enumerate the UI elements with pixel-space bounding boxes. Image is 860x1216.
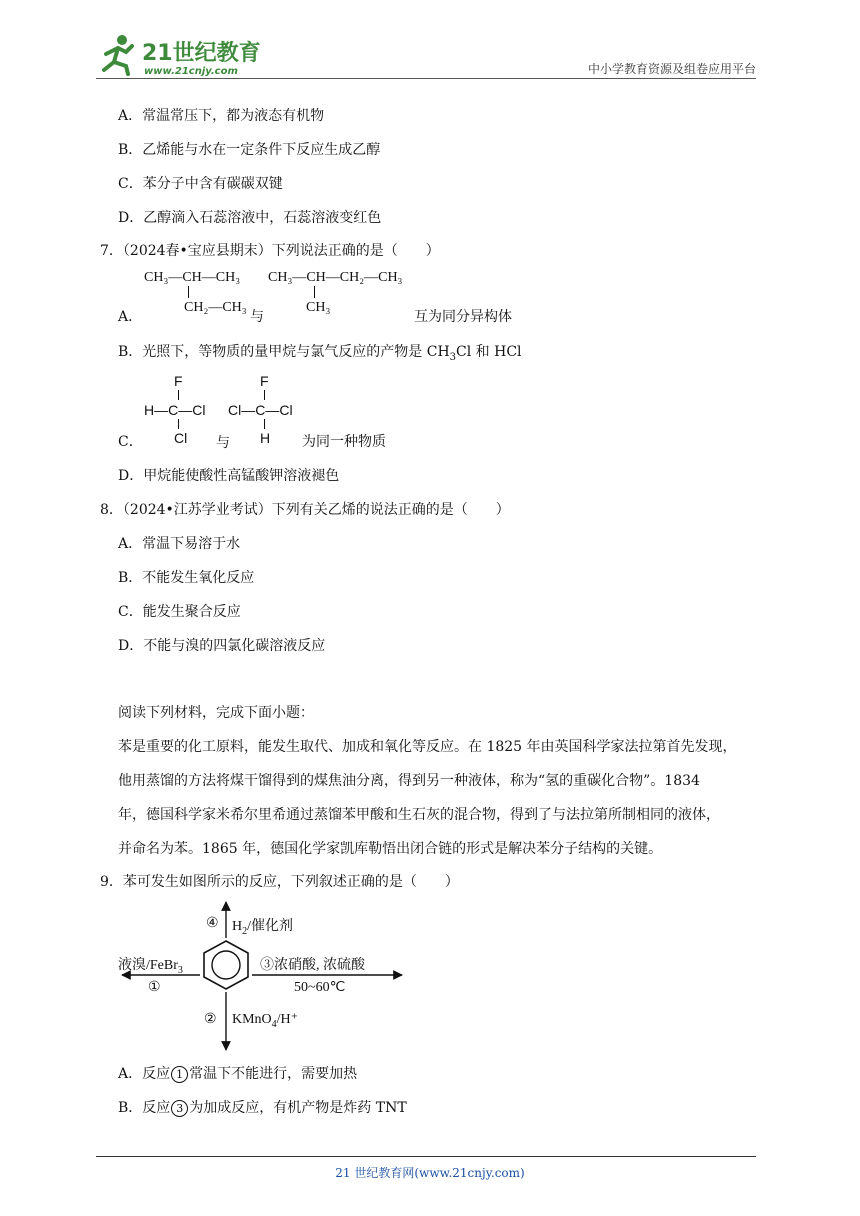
- r1-sub: 3: [177, 964, 183, 976]
- q8-option-a: A．常温下易溶于水: [118, 536, 241, 552]
- q7-option-a-formula: [140, 270, 420, 326]
- molecule-2-main-chain: CH₃—CH—CH₂—CH₃: [268, 270, 403, 285]
- reading-line-2: 他用蒸馏的方法将煤干馏得到的煤焦油分离，得到另一种液体，称为“氢的重碳化合物”。1834: [118, 773, 700, 789]
- q7-option-d: D．甲烷能使酸性高锰酸钾溶液褪色: [118, 468, 340, 484]
- q6-option-c: C．苯分子中含有碳碳双键: [118, 176, 283, 192]
- q8-option-b: B．不能发生氧化反应: [118, 570, 255, 586]
- r1-text: 液溴/FeBr: [118, 958, 178, 973]
- q6-option-b: B．乙烯能与水在一定条件下反应生成乙醇: [118, 142, 381, 158]
- q9-a-pre: A．反应: [118, 1066, 171, 1082]
- reaction-3-condition: 50~60℃: [294, 980, 346, 995]
- q9-stem: 9．苯可发生如图所示的反应，下列叙述正确的是（ ）: [100, 874, 459, 890]
- reaction-4-label: [206, 915, 219, 932]
- c-mol2-bottom: H: [260, 430, 271, 446]
- logo-title: 21世纪教育: [142, 41, 261, 66]
- c-mol1-top: F: [174, 373, 183, 389]
- r2-rest: /H⁺: [276, 1012, 299, 1027]
- footer-divider: [96, 1156, 756, 1157]
- molecule-1-branch: CH₂—CH₃: [184, 300, 247, 315]
- c-mol2-top: F: [260, 373, 269, 389]
- reaction-1-reagent: [118, 954, 183, 976]
- q8-option-c: C．能发生聚合反应: [118, 604, 241, 620]
- reading-line-4: 并命名为苯。1865 年，德国化学家凯库勒悟出闭合链的形式是解决苯分子结构的关键。: [118, 841, 663, 857]
- connector-with: 与: [250, 310, 264, 325]
- q9-a-post: 常温下不能进行，需要加热: [189, 1066, 358, 1082]
- platform-label: 中小学教育资源及组卷应用平台: [587, 62, 756, 76]
- q7-option-b: [118, 342, 522, 368]
- r2-sub: 4: [271, 1018, 277, 1030]
- reaction-3-reagent: ③浓硝酸, 浓硫酸: [260, 958, 365, 973]
- c-mol2-bond-bottom: [264, 419, 265, 429]
- circled-number-1: 1: [171, 1066, 188, 1083]
- logo: [96, 32, 266, 78]
- molecule-1-main-chain: CH₃—CH—CH₃: [144, 270, 241, 285]
- r2-text: KMnO: [232, 1012, 272, 1027]
- r4-sub: 2: [242, 925, 248, 937]
- q9-option-a: [118, 1064, 357, 1084]
- logo-url: www.21cnjy.com: [144, 66, 238, 77]
- reading-intro: 阅读下列材料，完成下面小题：: [118, 705, 314, 721]
- q7-option-c-label: C．: [118, 434, 143, 450]
- c-mol1-bond-top: [178, 390, 179, 400]
- q7-option-b-sub: 3: [449, 351, 457, 363]
- q7-option-c-formula: [140, 373, 320, 451]
- r4-rest: /催化剂: [247, 919, 294, 934]
- circled-number-3: 3: [171, 1100, 188, 1117]
- molecule-1-bond: [188, 286, 189, 298]
- footer-text: 21 世纪教育网(www.21cnjy.com): [335, 1166, 525, 1180]
- page-header: [0, 0, 860, 80]
- r4-h: H: [232, 919, 243, 934]
- c-mol1-center: H—C—Cl: [144, 402, 206, 418]
- q7-option-a-text: 互为同分异构体: [414, 309, 512, 325]
- reaction-1-number: ①: [148, 980, 161, 995]
- c-mol2-center: Cl—C—Cl: [228, 402, 293, 418]
- reading-line-1: 苯是重要的化工原料，能发生取代、加成和氧化等反应。在 1825 年由英国科学家法拉第首先发现，: [118, 739, 737, 755]
- q7-option-a-label: A．: [118, 309, 143, 325]
- reaction-2-number: ②: [204, 1012, 217, 1027]
- q9-b-post: 为加成反应，有机产物是炸药 TNT: [189, 1100, 407, 1116]
- q9-b-pre: B．反应: [118, 1100, 171, 1116]
- reading-line-3: 年，德国科学家米希尔里希通过蒸馏苯甲酸和生石灰的混合物，得到了与法拉第所制相同的液体，: [118, 807, 720, 823]
- q9-option-b: [118, 1098, 407, 1118]
- q8-option-d: D．不能与溴的四氯化碳溶液反应: [118, 638, 326, 654]
- c-mol1-bottom: Cl: [174, 430, 188, 446]
- q7-option-c-text: 为同一种物质: [302, 434, 386, 450]
- header-divider: [96, 78, 756, 79]
- benzene-ring-icon: [204, 941, 248, 989]
- c-mol2-bond-top: [264, 390, 265, 400]
- q7-option-b-prefix: B．光照下，等物质的量甲烷与氯气反应的产物是 CH: [118, 344, 450, 360]
- q7-stem: 7．（2024春•宝应县期末）下列说法正确的是（ ）: [100, 243, 440, 259]
- q6-option-d: D．乙醇滴入石蕊溶液中，石蕊溶液变红色: [118, 210, 382, 226]
- molecule-2-branch: CH₃: [306, 300, 331, 315]
- molecule-2-bond: [314, 286, 315, 298]
- q7-option-b-suffix: Cl 和 HCl: [456, 344, 522, 360]
- c-mol1-bond-bottom: [178, 419, 179, 429]
- reaction-2-reagent: [232, 1011, 298, 1030]
- benzene-reaction-diagram: [118, 896, 408, 1054]
- runner-icon: [104, 35, 132, 74]
- c-connector-with: 与: [216, 436, 230, 451]
- reaction-4-number: ④: [206, 916, 219, 931]
- q6-option-a: A．常温常压下，都为液态有机物: [118, 108, 325, 124]
- reaction-4-reagent: [232, 915, 293, 937]
- q8-stem: 8．（2024•江苏学业考试）下列有关乙烯的说法正确的是（ ）: [100, 502, 510, 518]
